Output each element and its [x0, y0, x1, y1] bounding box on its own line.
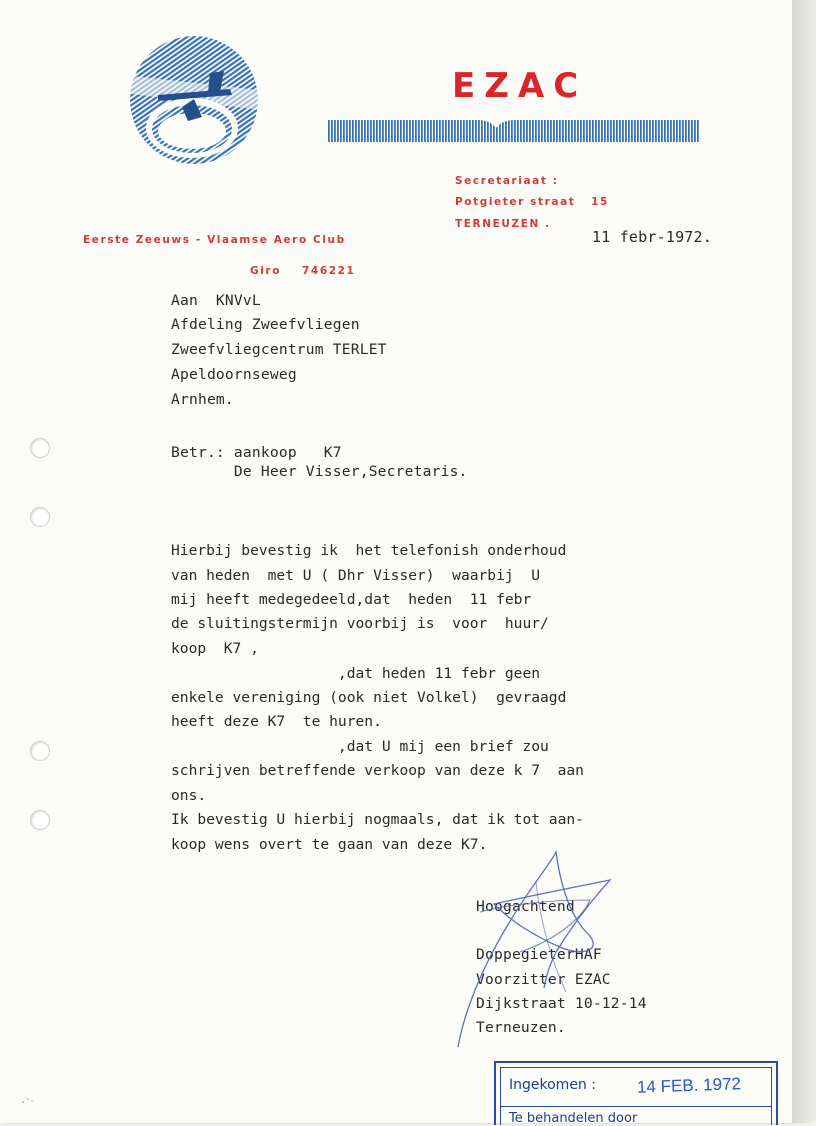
stamp-divider	[501, 1106, 771, 1107]
secretariat-label: Secretariaat :	[455, 175, 559, 187]
punch-hole	[30, 741, 50, 761]
recipient-line: Apeldoornseweg	[171, 366, 297, 383]
subject-line: Betr.: aankoop K7	[171, 444, 342, 461]
body-line: heeft deze K7 te huren.	[171, 713, 382, 730]
club-full-name: Eerste Zeeuws - Vlaamse Aero Club	[83, 234, 346, 246]
secretariat-street: Potgieter straat 15	[455, 196, 609, 208]
letter-date: 11 febr-1972.	[592, 228, 712, 246]
signatory-line: DoppegieterHAF	[476, 946, 602, 963]
body-line: koop wens overt te gaan van deze K7.	[171, 836, 488, 853]
subject-attention: De Heer Visser,Secretaris.	[171, 463, 468, 480]
body-line: enkele vereniging (ook niet Volkel) gevraagd	[171, 689, 567, 706]
body-line: schrijven betreffende verkoop van deze k 7 aan	[171, 762, 584, 779]
recipient-line: Arnhem.	[171, 391, 234, 408]
stamp-label: Ingekomen :	[509, 1077, 596, 1093]
club-logo	[128, 33, 260, 167]
body-line: koop K7 ,	[171, 640, 259, 657]
punch-hole	[30, 507, 50, 527]
stamp-frame	[500, 1067, 772, 1125]
body-line: ,dat heden 11 febr geen	[171, 665, 541, 682]
stamp-handling-line: Te behandelen door	[509, 1111, 638, 1126]
giro-number: Giro 746221	[250, 265, 356, 277]
signatory-line: Voorzitter EZAC	[476, 971, 611, 988]
body-line: mij heeft medegedeeld,dat heden 11 febr	[171, 591, 532, 608]
letterhead-bar	[328, 118, 700, 144]
punch-hole	[30, 438, 50, 458]
punch-hole	[30, 810, 50, 830]
body-line: de sluitingstermijn voorbij is voor huur/	[171, 615, 549, 632]
stamp-date: 14 FEB. 1972	[636, 1074, 742, 1097]
secretariat-city: TERNEUZEN .	[455, 218, 551, 230]
body-line: ons.	[171, 787, 207, 804]
body-line: Hierbij bevestig ik het telefonish onderhoud	[171, 542, 567, 559]
received-stamp	[494, 1061, 778, 1125]
paper-specks	[20, 1094, 40, 1106]
brand-name: EZAC	[452, 66, 588, 106]
recipient-line: Zweefvliegcentrum TERLET	[171, 341, 387, 358]
handwritten-signature	[440, 842, 700, 1052]
recipient-line: Aan KNVvL	[171, 292, 261, 309]
scan-edge	[792, 0, 816, 1123]
body-line: van heden met U ( Dhr Visser) waarbij U	[171, 567, 541, 584]
recipient-line: Afdeling Zweefvliegen	[171, 316, 360, 333]
signatory-line: Dijkstraat 10-12-14	[476, 995, 647, 1012]
body-line: ,dat U mij een brief zou	[171, 738, 549, 755]
body-line: Ik bevestig U hierbij nogmaals, dat ik tot aan-	[171, 811, 584, 828]
closing-greeting: Hoogachtend	[476, 898, 575, 915]
signatory-line: Terneuzen.	[476, 1019, 566, 1036]
